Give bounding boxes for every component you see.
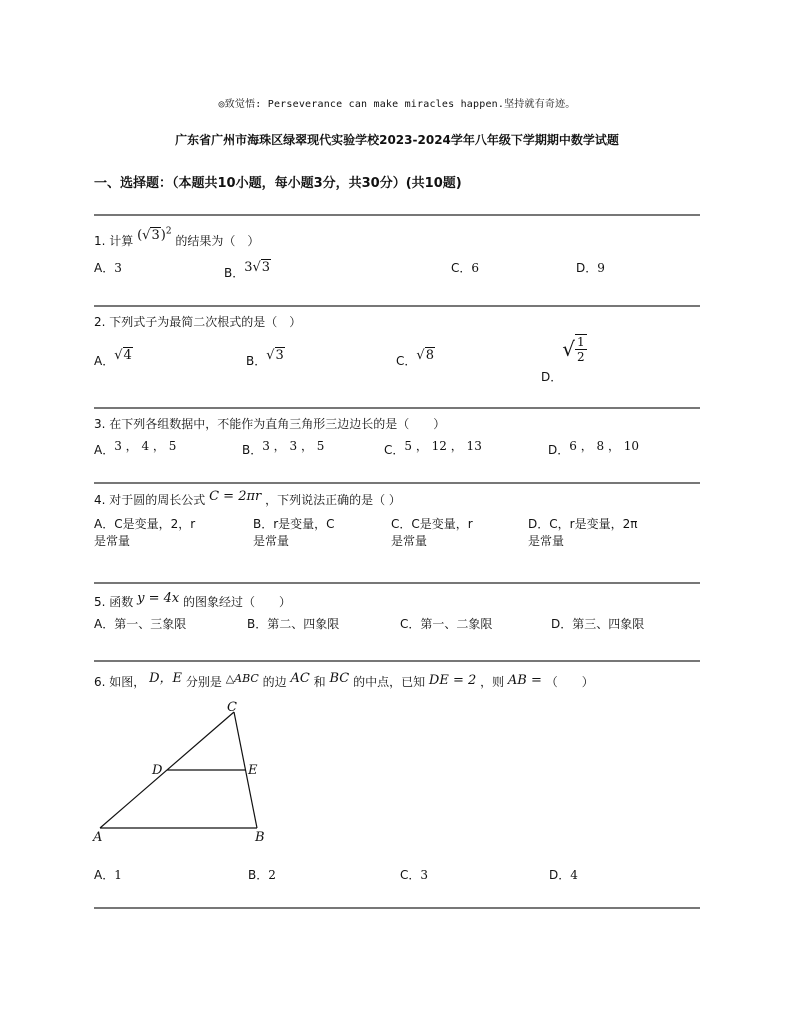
question-3-stem: 3. 在下列各组数据中，不能作为直角三角形三边边长的是（ ）: [94, 417, 446, 431]
question-1-option-b[interactable]: B．3√3: [224, 260, 271, 280]
header-quote: ◎致觉悟: Perseverance can make miracles happen.坚持就有奇迹。: [218, 99, 576, 110]
question-4-option-a[interactable]: A．C是变量，2，r 是常量: [94, 517, 196, 548]
divider: [94, 660, 700, 662]
question-6-option-b[interactable]: B．2: [248, 868, 276, 882]
question-1-option-a[interactable]: A．3: [94, 261, 122, 275]
triangle-figure: [90, 698, 280, 848]
divider: [94, 907, 700, 909]
label-d: D: [152, 763, 163, 778]
question-5-option-b[interactable]: B．第二、四象限: [247, 617, 340, 631]
question-3-option-b[interactable]: B．3 ， 3 ， 5: [242, 439, 325, 457]
label-a: A: [93, 830, 103, 845]
question-2-option-a[interactable]: A．√4: [94, 348, 132, 368]
question-6-option-d[interactable]: D．4: [549, 868, 578, 882]
divider: [94, 582, 700, 584]
label-b: B: [255, 830, 265, 845]
question-4-stem: 4. 对于圆的周长公式 C = 2πr ，下列说法正确的是（ ）: [94, 489, 401, 507]
question-2-option-d[interactable]: D．√ $\frac{1}{2}$: [541, 335, 585, 384]
question-5-option-a[interactable]: A．第一、三象限: [94, 617, 187, 631]
question-5-option-c[interactable]: C．第一、二象限: [400, 617, 493, 631]
divider: [94, 407, 700, 409]
page-title: 广东省广州市海珠区绿翠现代实验学校2023-2024学年八年级下学期期中数学试题: [175, 133, 619, 147]
question-1-math: $(√3)^2$: [137, 226, 172, 243]
question-3-option-c[interactable]: C．5 ， 12 ， 13: [384, 439, 482, 457]
question-6-option-c[interactable]: C．3: [400, 868, 429, 882]
question-4-option-d[interactable]: D．C，r是变量，2π 是常量: [528, 517, 638, 548]
label-e: E: [248, 763, 258, 778]
divider: [94, 305, 700, 307]
question-1-option-c[interactable]: C．6: [451, 261, 480, 275]
question-5-stem: 5. 函数 y = 4x 的图象经过（ ）: [94, 591, 292, 609]
question-4-option-c[interactable]: C．C是变量，r 是常量: [391, 517, 473, 548]
question-6-stem: 6. 如图， D，E 分别是 △ABC 的边 AC 和 BC 的中点，已知 DE = 2 ，则 AB = （ ）: [94, 671, 594, 689]
question-2-option-c[interactable]: C．√8: [396, 348, 434, 368]
question-2-option-b[interactable]: B．√3: [246, 348, 284, 368]
question-2-stem: 2. 下列式子为最简二次根式的是（ ）: [94, 315, 302, 329]
question-3-option-d[interactable]: D．6 ， 8 ， 10: [548, 439, 640, 457]
label-c: C: [227, 700, 237, 715]
question-1-stem: 1. 计算 $(√3)^2$ 的结果为（ ）: [94, 226, 260, 248]
question-4-option-b[interactable]: B．r是变量，C 是常量: [253, 517, 335, 548]
question-6-option-a[interactable]: A．1: [94, 868, 122, 882]
question-5-option-d[interactable]: D．第三、四象限: [551, 617, 645, 631]
divider: [94, 482, 700, 484]
question-3-option-a[interactable]: A．3 ， 4 ， 5: [94, 439, 177, 457]
section-heading: 一、选择题：（本题共10小题，每小题3分，共30分）(共10题): [94, 176, 462, 191]
divider: [94, 214, 700, 216]
question-1-option-d[interactable]: D．9: [576, 261, 605, 275]
